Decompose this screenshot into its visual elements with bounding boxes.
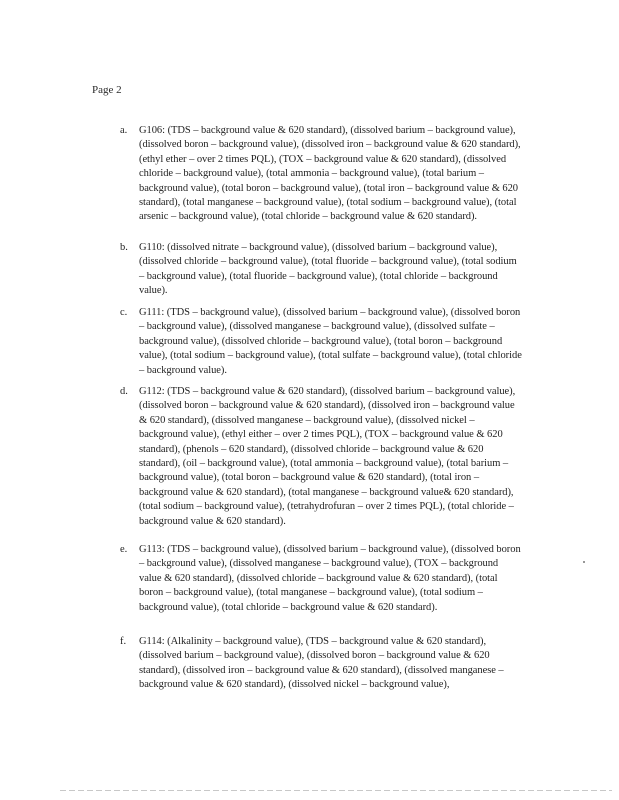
list-item-c [120,306,522,378]
list-item-letter: e. [120,544,128,555]
list-item-a [120,124,522,225]
list-item-text: G110: (dissolved nitrate – background value), (dissolved barium – background value), (dissolved chloride – background value), (total fluoride – background value), (total sodium – background value), (total fluoride – background value), (total chloride – background value). [139,242,517,297]
list-item-d [120,385,522,529]
list-item-text: G113: (TDS – background value), (dissolved barium – background value), (dissolved boron – background value), (dissolved manganese – background value), (TOX – background value & 620 standard), (dissolved chloride – background value & 620 standard), (total boron – background value), (total manganese – background value), (total sodium – background value), (total chloride – background value & 620 standard). [139,544,521,613]
list-item-letter: a. [120,125,128,136]
list-item-letter: f. [120,636,127,647]
list-item-letter: d. [120,386,128,397]
list-item-letter: b. [120,242,128,253]
list-item-text: G114: (Alkalinity – background value), (TDS – background value & 620 standard), (dissolved barium – background value), (dissolved boron – background value & 620 standard), (dissolved iron – background value & 620 standard), (dissolved manganese – background value & 620 standard), (dissolved nickel – background value), [139,636,504,691]
list-item-letter: c. [120,307,128,318]
scan-speck [583,561,585,563]
list-item-text: G111: (TDS – background value), (dissolved barium – background value), (dissolved boron – background value), (dissolved manganese – background value), (dissolved sulfate – background value), (dissolved chloride – background value), (total boron – background value), (total sodium – background value), (total sulfate – background value), (total chloride – background value). [139,307,522,376]
list-item-b [120,241,522,299]
list-item-text: G106: (TDS – background value & 620 standard), (dissolved barium – background value), (dissolved boron – background value), (dissolved iron – background value & 620 standard), (ethyl ether – over 2 times PQL), (TOX – background value & 620 standard), (dissolved chloride – background value), (total ammonia – background value), (total barium – background value), (total boron – background value), (total iron – background value & 620 standard), (total manganese – background value), (total sodium – background value), (total arsenic – background value), (total chloride – background value & 620 standard). [139,125,521,223]
list-item-e [120,543,522,615]
scan-bottom-edge [60,790,612,791]
list-item-f [120,635,522,693]
list-item-text: G112: (TDS – background value & 620 standard), (dissolved barium – background value), (dissolved boron – background value & 620 standard), (dissolved iron – background value & 620 standard), (dissolved manganese – background value), (dissolved nickel – background value), (ethyl either – over 2 times PQL), (TOX – background value & 620 standard), (phenols – 620 standard), (dissolved chloride – background value & 620 standard), (oil – background value), (total ammonia – background value), (total barium – background value), (total boron – background value & 620 standard), (total iron – background value & 620 standard), (total manganese – background value& 620 standard), (total sodium – background value), (tetrahydrofuran – over 2 times PQL), (total chloride – background value & 620 standard). [139,386,516,527]
page-number: Page 2 [92,84,122,96]
